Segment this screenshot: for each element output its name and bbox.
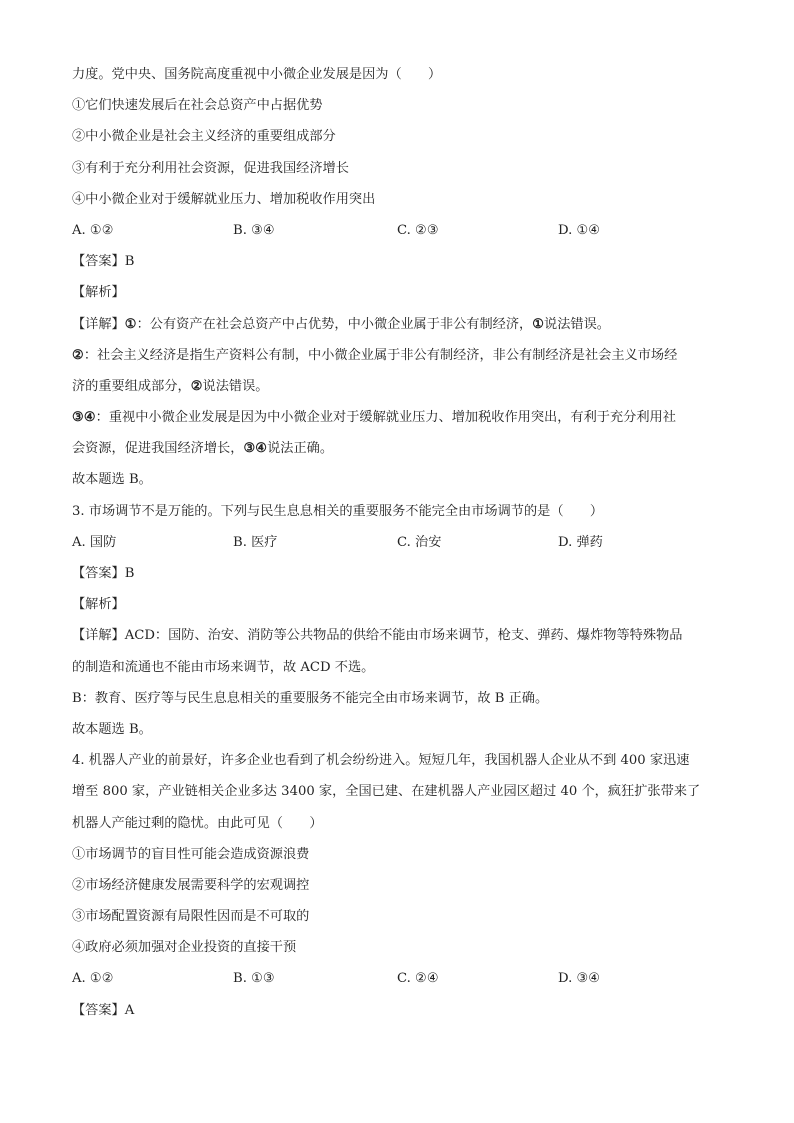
q2-option-b: B. ③④ xyxy=(233,222,275,238)
answer-value: A xyxy=(124,1002,135,1018)
q4-item-3: ③市场配置资源有局限性因而是不可取的 xyxy=(72,909,310,925)
q2-detail-1 xyxy=(72,314,724,345)
q2-detail-3a xyxy=(72,407,724,438)
q4-answer xyxy=(72,1000,724,1031)
q3-detail-1b: 的制造和流通也不能由市场来调节，故 ACD 不选。 xyxy=(72,659,375,675)
q3-option-a: A. 国防 xyxy=(72,534,117,550)
q2-option-c: C. ②③ xyxy=(397,222,439,238)
detail-text: ACD：国防、治安、消防等公共物品的供给不能由市场来调节，枪支、弹药、爆炸物等特殊物品 xyxy=(124,628,683,644)
q4-stem-3: 机器人产能过剩的隐忧。由此可见（ ） xyxy=(72,815,323,831)
q4-item-4: ④政府必须加强对企业投资的直接干预 xyxy=(72,940,297,956)
answer-value: B xyxy=(124,254,135,270)
q3-option-c: C. 治安 xyxy=(397,534,442,550)
q3-answer xyxy=(72,563,724,594)
q2-answer xyxy=(72,251,724,282)
q3-stem: 3. 市场调节不是万能的。下列与民生息息相关的重要服务不能完全由市场调节的是（ ） xyxy=(72,503,604,519)
detail-tag: 【详解】 xyxy=(72,628,125,644)
detail-text: 会资源，促进我国经济增长， xyxy=(72,441,244,457)
q2-item-3: ③有利于充分利用社会资源，促进我国经济增长 xyxy=(72,160,349,176)
key-ref: ③④ xyxy=(72,410,96,426)
q3-options xyxy=(72,532,724,563)
q2-stem: 力度。党中央、国务院高度重视中小微企业发展是因为（ ） xyxy=(72,67,442,82)
q4-stem-1: 4. 机器人产业的前景好，许多企业也看到了机会纷纷进入。短短几年，我国机器人企业从不到 400 家迅速 xyxy=(72,753,690,769)
key-ref: ① xyxy=(532,316,545,332)
q2-item-4: ④中小微企业对于缓解就业压力、增加税收作用突出 xyxy=(72,191,376,207)
q4-stem-2: 增至 800 家，产业链相关企业多达 3400 家，全国已建、在建机器人产业园区超过 40 个，疯狂扩张带来了 xyxy=(72,784,701,800)
q3-option-b: B. 医疗 xyxy=(233,534,278,550)
detail-text: ：重视中小微企业发展是因为中小微企业对于缓解就业压力、增加税收作用突出，有利于充分利用社 xyxy=(95,410,676,426)
q2-analysis-tag: 【解析】 xyxy=(72,285,125,301)
q2-detail-3b xyxy=(72,438,724,469)
detail-text: 说法错误。 xyxy=(544,316,610,332)
key-ref: ① xyxy=(124,316,137,332)
q3-conclusion: 故本题选 B。 xyxy=(72,721,152,737)
q2-conclusion: 故本题选 B。 xyxy=(72,472,152,488)
detail-text: ：社会主义经济是指生产资料公有制，中小微企业属于非公有制经济，非公有制经济是社会主义市场经 xyxy=(83,347,678,363)
key-ref: ② xyxy=(190,378,203,394)
detail-tag: 【详解】 xyxy=(72,316,125,332)
q2-option-d: D. ①④ xyxy=(558,222,601,238)
q4-option-b: B. ①③ xyxy=(233,971,275,987)
q2-item-1: ①它们快速发展后在社会总资产中占据优势 xyxy=(72,98,323,114)
q3-option-d: D. 弹药 xyxy=(558,534,603,550)
q2-detail-2b xyxy=(72,376,724,407)
q3-detail-2: B：教育、医疗等与民生息息相关的重要服务不能完全由市场来调节，故 B 正确。 xyxy=(72,690,549,706)
q2-options xyxy=(72,220,724,251)
q3-analysis-tag: 【解析】 xyxy=(72,597,125,613)
answer-tag: 【答案】 xyxy=(72,1002,125,1018)
q2-option-a: A. ①② xyxy=(72,222,114,238)
q3-detail-1a xyxy=(72,625,724,656)
detail-text: ：公有资产在社会总资产中占优势，中小微企业属于非公有制经济， xyxy=(136,316,533,332)
answer-tag: 【答案】 xyxy=(72,254,125,270)
q4-option-d: D. ③④ xyxy=(558,971,601,987)
detail-text: 说法错误。 xyxy=(202,378,269,394)
document-page xyxy=(72,64,724,1031)
q4-options xyxy=(72,968,724,999)
detail-text: 说法正确。 xyxy=(267,441,334,457)
key-ref: ③④ xyxy=(243,441,268,457)
q2-item-2: ②中小微企业是社会主义经济的重要组成部分 xyxy=(72,129,336,145)
q4-item-2: ②市场经济健康发展需要科学的宏观调控 xyxy=(72,877,310,893)
detail-text: 济的重要组成部分， xyxy=(72,378,191,394)
q4-option-a: A. ①② xyxy=(72,971,114,987)
answer-value: B xyxy=(124,566,135,581)
key-ref: ② xyxy=(72,347,84,363)
q4-item-1: ①市场调节的盲目性可能会造成资源浪费 xyxy=(72,846,310,862)
q2-detail-2a xyxy=(72,345,724,376)
answer-tag: 【答案】 xyxy=(72,566,125,581)
q4-option-c: C. ②④ xyxy=(397,971,439,987)
